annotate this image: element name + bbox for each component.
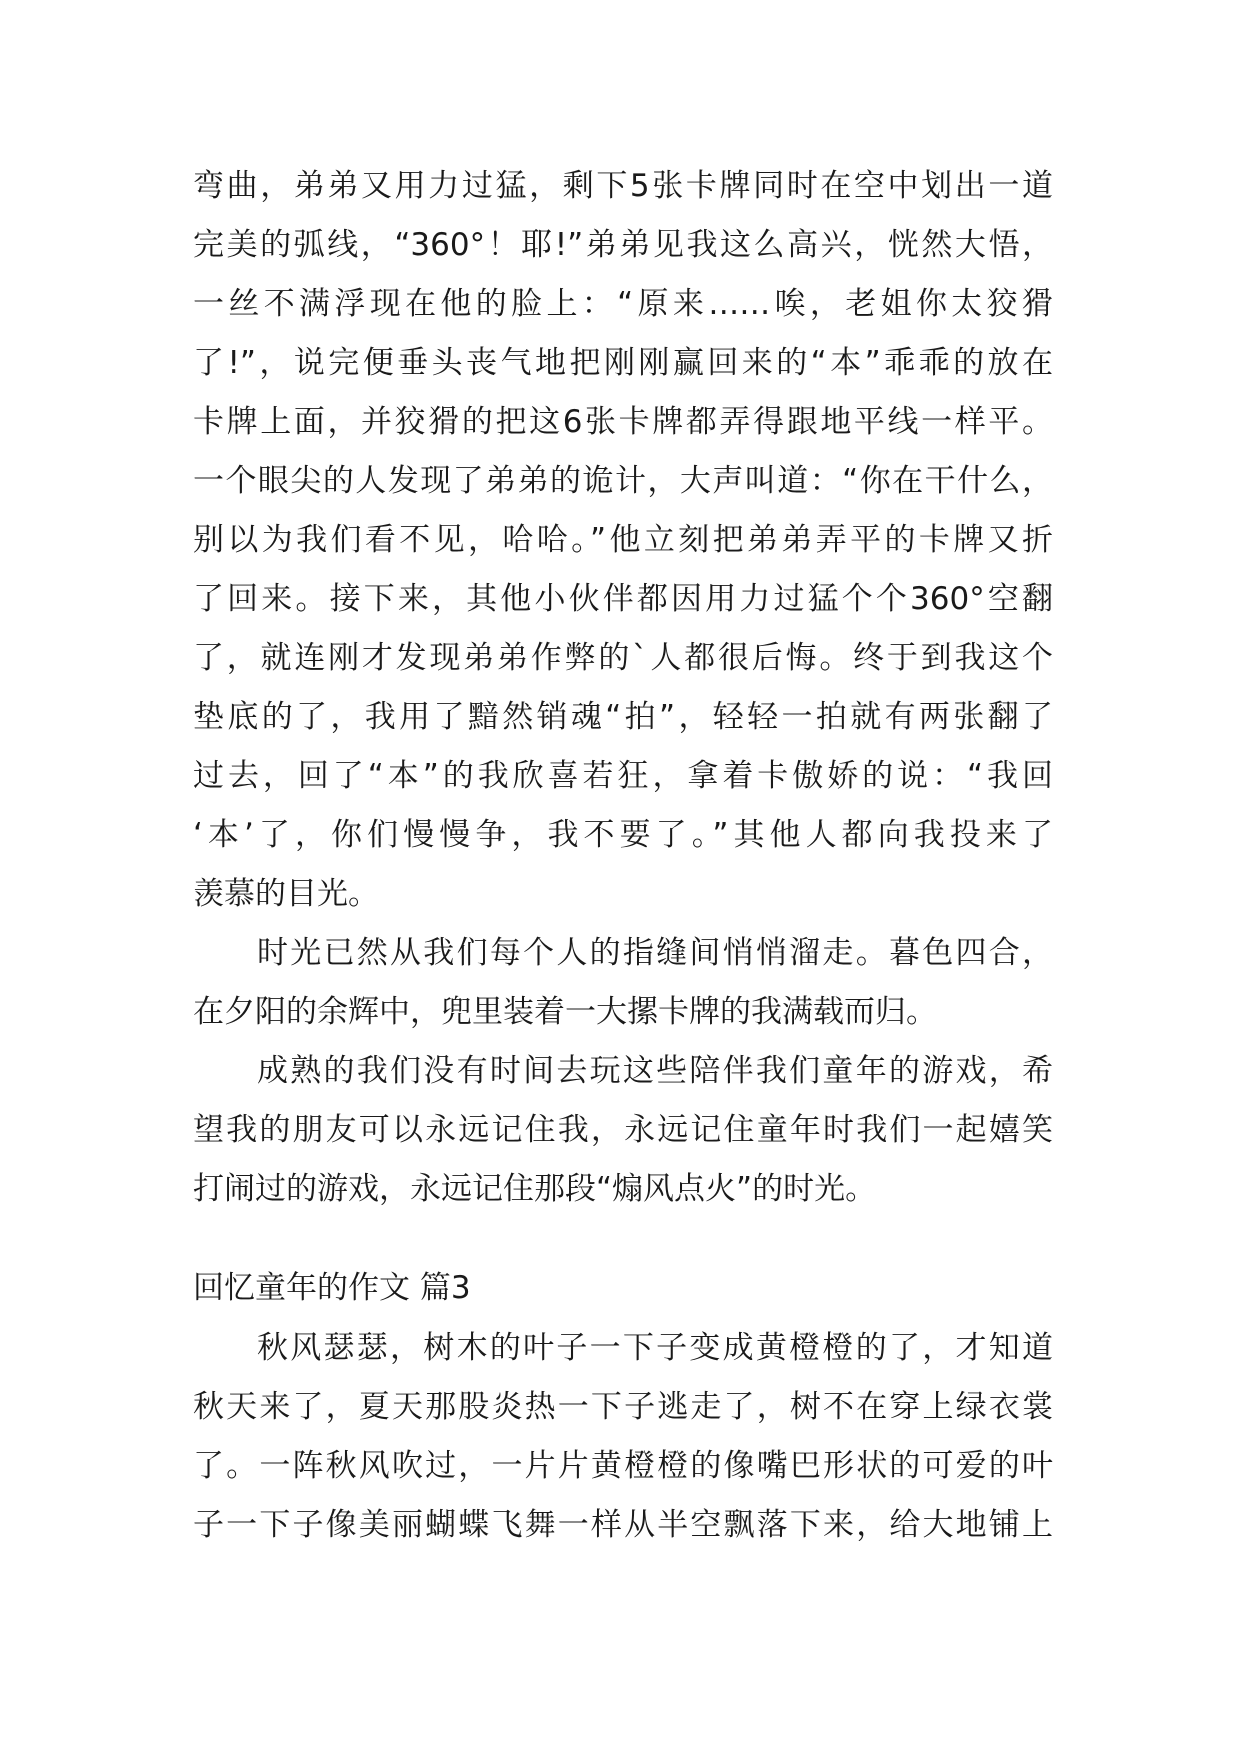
paragraph-line: 望我的朋友可以永远记住我，永远记住童年时我们一起嬉笑: [193, 1112, 1053, 1148]
paragraph-line: 过去，回了“本”的我欣喜若狂，拿着卡傲娇的说：“我回: [193, 758, 1053, 794]
paragraph-line: 时光已然从我们每个人的指缝间悄悄溜走。暮色四合，: [257, 935, 1053, 971]
paragraph-line: 了。一阵秋风吹过，一片片黄橙橙的像嘴巴形状的可爱的叶: [193, 1448, 1053, 1484]
paragraph-line: 成熟的我们没有时间去玩这些陪伴我们童年的游戏，希: [257, 1053, 1053, 1089]
paragraph-line: 垫底的了，我用了黯然销魂“拍”，轻轻一拍就有两张翻了: [193, 699, 1053, 735]
paragraph-line: 秋天来了，夏天那股炎热一下子逃走了，树不在穿上绿衣裳: [193, 1389, 1053, 1425]
paragraph-line: 在夕阳的余辉中，兜里装着一大摞卡牌的我满载而归。: [193, 994, 937, 1030]
paragraph-line: 了!”，说完便垂头丧气地把刚刚赢回来的“本”乖乖的放在: [193, 345, 1053, 381]
paragraph-line: 秋风瑟瑟，树木的叶子一下子变成黄橙橙的了，才知道: [257, 1330, 1053, 1366]
paragraph-line: 一丝不满浮现在他的脸上：“原来……唉，老姐你太狡猾: [193, 286, 1053, 322]
section-heading: 回忆童年的作文 篇3: [193, 1270, 471, 1306]
paragraph-line: 弯曲，弟弟又用力过猛，剩下5张卡牌同时在空中划出一道: [193, 168, 1053, 204]
paragraph-line: ‘本’了，你们慢慢争，我不要了。”其他人都向我投来了: [193, 817, 1053, 853]
paragraph-line: 子一下子像美丽蝴蝶飞舞一样从半空飘落下来，给大地铺上: [193, 1507, 1053, 1543]
paragraph-line: 打闹过的游戏，永远记住那段“煽风点火”的时光。: [193, 1171, 877, 1207]
paragraph-line: 卡牌上面，并狡猾的把这6张卡牌都弄得跟地平线一样平。: [193, 404, 1053, 440]
paragraph-line: 了回来。接下来，其他小伙伴都因用力过猛个个360°空翻: [193, 581, 1053, 617]
paragraph-line: 完美的弧线，“360°！耶!”弟弟见我这么高兴，恍然大悟，: [193, 227, 1053, 263]
paragraph-line: 羡慕的目光。: [193, 876, 379, 912]
paragraph-line: 了，就连刚才发现弟弟作弊的`人都很后悔。终于到我这个: [193, 640, 1053, 676]
paragraph-line: 别以为我们看不见，哈哈。”他立刻把弟弟弄平的卡牌又折: [193, 522, 1053, 558]
paragraph-line: 一个眼尖的人发现了弟弟的诡计，大声叫道：“你在干什么，: [193, 463, 1053, 499]
